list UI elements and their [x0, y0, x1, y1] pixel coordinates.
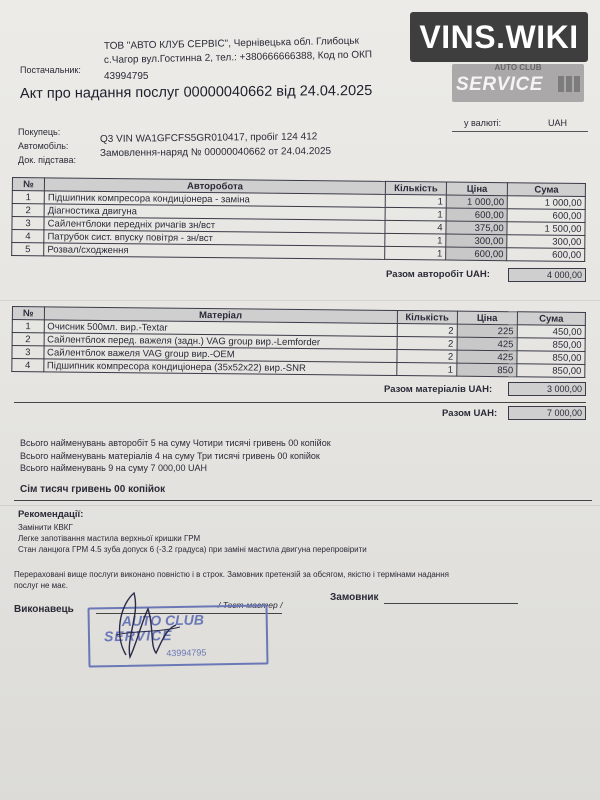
- fold-line: [0, 505, 600, 506]
- recommendation-line2: Легке запотівання мастила верхньої кришки ГРМ: [18, 534, 201, 543]
- cell-work: Сайлентблоки передніх ричагів зн/вст: [44, 217, 385, 234]
- supplier-label: Постачальник:: [20, 65, 81, 75]
- cell-price: 600,00: [446, 247, 507, 261]
- recommendations-label: Рекомендації:: [18, 509, 84, 520]
- disclaimer-line2: послуг не має.: [14, 581, 68, 590]
- col-work: Авторобота: [44, 178, 385, 195]
- cell-price: 225: [457, 324, 517, 338]
- handwritten-signature: [96, 575, 186, 665]
- cell-number: 2: [12, 333, 44, 346]
- cell-quantity: 2: [397, 350, 457, 364]
- logo-top-text: AUTO CLUB: [494, 63, 542, 72]
- summary-total: Всього найменувань 9 на суму 7 000,00 UAH: [20, 463, 208, 473]
- supplier-line2: с.Чагор вул.Гостинна 2, тел.: +380666666388, Код по ОКП: [103, 49, 373, 66]
- col-price: Ціна: [457, 311, 517, 325]
- col-number: №: [12, 307, 44, 320]
- summary-works: Всього найменувань авторобіт 5 на суму Чотири тисячі гривень 00 копійок: [20, 438, 331, 448]
- cell-number: 2: [12, 204, 44, 217]
- basis-value: Замовлення-наряд № 00000040662 от 24.04.2025: [99, 145, 332, 159]
- cell-price: 375,00: [446, 221, 507, 235]
- cell-quantity: 1: [385, 207, 446, 221]
- recommendation-line3: Стан ланцюга ГРМ 4.5 зуба допуск 6 (-3.2 градуса) при заміні мастила двигуна перепровірити: [18, 545, 367, 554]
- cell-number: 1: [12, 191, 44, 204]
- works-table: [11, 177, 586, 262]
- cell-price: 850: [457, 363, 517, 377]
- cell-work: Патрубок сист. впуску повітря - зн/вст: [44, 230, 385, 247]
- cell-quantity: 4: [385, 220, 446, 234]
- col-number: №: [12, 178, 44, 191]
- stamp-line1: AUTO CLUB: [121, 611, 205, 629]
- cell-sum: 850,00: [517, 364, 585, 378]
- cell-number: 4: [12, 359, 44, 372]
- cell-material: Очисник 500мл. вир.-Textar: [44, 320, 397, 337]
- cell-material: Сайлентблок важеля VAG group вир.-OEM: [43, 346, 396, 363]
- materials-total-value: 3 000,00: [508, 382, 586, 396]
- recommendation-line1: Замінити КВКГ: [18, 523, 73, 532]
- cell-material: Підшипник компресора кондиціонера (35x52x22) вир.-SNR: [43, 359, 396, 376]
- cell-sum: 1 000,00: [507, 196, 585, 210]
- cell-sum: 450,00: [517, 325, 585, 339]
- summary-materials: Всього найменувань матеріалів 4 на суму Три тисячі гривень 00 копійок: [20, 451, 320, 461]
- cell-quantity: 1: [385, 233, 446, 247]
- executor-label: Виконавець: [14, 604, 74, 615]
- cell-price: 425: [457, 337, 517, 351]
- works-total-value: 4 000,00: [508, 268, 586, 282]
- cell-sum: 300,00: [507, 235, 585, 249]
- col-sum: Сума: [517, 312, 585, 326]
- cell-number: 5: [12, 243, 44, 256]
- cell-work: Діагностика двигуна: [44, 204, 385, 221]
- cell-quantity: 1: [385, 194, 446, 208]
- document-title: Акт про надання послуг 00000040662 від 24.04.2025: [19, 82, 373, 102]
- col-material: Матеріал: [44, 307, 397, 324]
- car-label: Автомобіль:: [18, 141, 69, 151]
- materials-total-label: Разом матеріалів UAH:: [384, 384, 493, 395]
- cell-price: 300,00: [446, 234, 507, 248]
- cell-sum: 850,00: [517, 338, 585, 352]
- works-total-label: Разом авторобіт UAH:: [386, 269, 490, 280]
- currency-underline: [452, 131, 588, 132]
- materials-table: [11, 306, 586, 378]
- buyer-label: Покупець:: [18, 127, 61, 137]
- col-price: Ціна: [446, 182, 507, 196]
- col-sum: Сума: [508, 183, 586, 197]
- disclaimer-line1: Перераховані вище послуги виконано повністю і в строк. Замовник претензій за обсягом, якістю і термінами надання: [14, 570, 449, 579]
- supplier-line1: ТОВ "АВТО КЛУБ СЕРВІС", Чернівецька обл. Глибоцьк: [103, 35, 360, 52]
- cell-price: 1 000,00: [446, 195, 507, 209]
- supplier-line3: 43994795: [104, 71, 149, 82]
- cell-price: 425: [457, 350, 517, 364]
- cell-number: 3: [12, 346, 44, 359]
- col-quantity: Кількість: [385, 181, 446, 195]
- service-logo: [452, 64, 584, 102]
- separator-line: [14, 402, 586, 403]
- cell-quantity: 2: [397, 324, 457, 338]
- cell-sum: 850,00: [517, 351, 585, 365]
- customer-signature-line: [384, 603, 518, 604]
- cell-quantity: 2: [397, 337, 457, 351]
- cell-material: Сайлентблок перед. важеля (задн.) VAG group вир.-Lemforder: [44, 333, 397, 350]
- amount-in-words: Сім тисяч гривень 00 копійок: [20, 484, 166, 495]
- master-label: / Тест-мастер /: [218, 600, 283, 610]
- car-value: Q3 VIN WA1GFCFS5GR010417, пробіг 124 412: [99, 131, 318, 145]
- currency-value: UAH: [548, 118, 568, 128]
- customer-label: Замовник: [330, 592, 379, 603]
- cell-sum: 600,00: [507, 248, 585, 262]
- cell-number: 4: [12, 230, 44, 243]
- logo-main-text: SERVICE: [456, 74, 543, 95]
- cell-quantity: 1: [385, 246, 446, 260]
- logo-bars-icon: [556, 76, 580, 97]
- grand-total-value: 7 000,00: [508, 406, 586, 420]
- basis-label: Док. підстава:: [18, 155, 76, 165]
- stamp-line2: SERVICE: [103, 627, 173, 645]
- cell-number: 1: [12, 320, 44, 333]
- currency-label: у валюті:: [464, 118, 502, 128]
- grand-total-label: Разом UAH:: [442, 408, 498, 419]
- separator-line: [14, 500, 592, 501]
- cell-sum: 600,00: [507, 209, 585, 223]
- cell-number: 3: [12, 217, 44, 230]
- watermark-badge: VINS.WIKI: [410, 12, 588, 62]
- cell-price: 600,00: [446, 208, 507, 222]
- cell-work: Підшипник компресора кондиціонера - заміна: [44, 191, 385, 208]
- cell-quantity: 1: [396, 363, 456, 377]
- cell-sum: 1 500,00: [507, 222, 585, 236]
- stamp-number: 43994795: [166, 647, 207, 659]
- cell-work: Розвал/сходження: [44, 243, 385, 260]
- fold-line: [0, 300, 600, 301]
- col-quantity: Кількість: [397, 311, 457, 325]
